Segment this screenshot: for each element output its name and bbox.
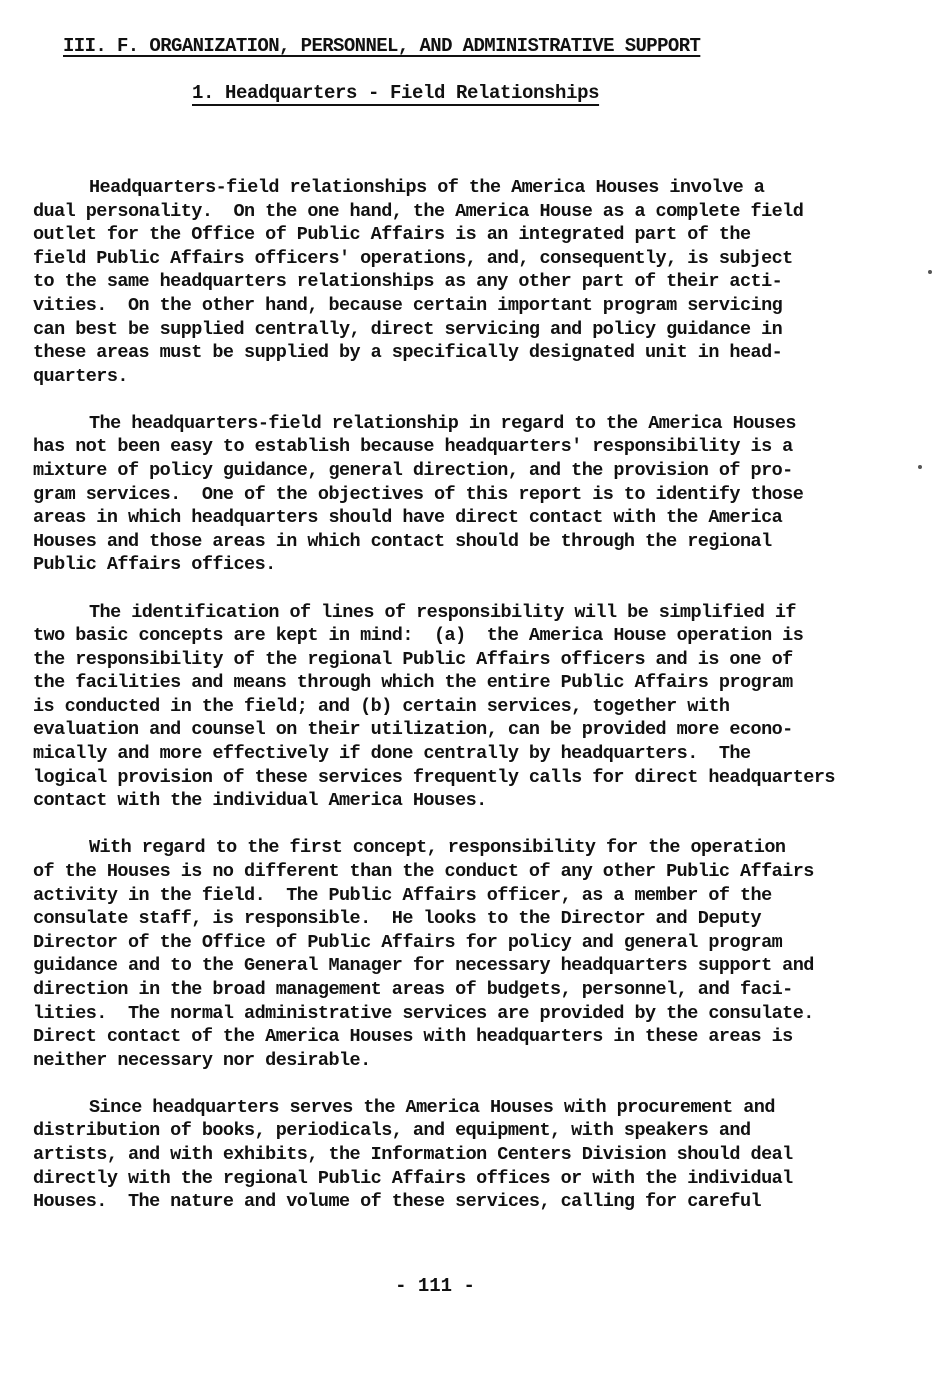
margin-speck [918, 465, 922, 469]
text-line: gram services. One of the objectives of this report is to identify those [33, 483, 804, 505]
text-line: artists, and with exhibits, the Information Centers Division should deal [33, 1143, 793, 1165]
text-line: consulate staff, is responsible. He looks to the Director and Deputy [33, 908, 762, 930]
text-line: direction in the broad management areas of budgets, personnel, and faci- [33, 978, 793, 1000]
text-line: Houses and those areas in which contact should be through the regional [33, 530, 772, 552]
section-title: III. F. ORGANIZATION, PERSONNEL, AND ADMINISTRATIVE SUPPORT [63, 35, 701, 57]
text-line: distribution of books, periodicals, and equipment, with speakers and [33, 1120, 751, 1142]
text-line: to the same headquarters relationships as any other part of their acti- [33, 271, 783, 293]
text-line: outlet for the Office of Public Affairs is an integrated part of the [33, 224, 751, 246]
text-line: mixture of policy guidance, general direction, and the provision of pro- [33, 460, 793, 482]
paragraph [33, 1096, 933, 1214]
text-line: activity in the field. The Public Affairs officer, as a member of the [33, 884, 772, 906]
text-line: Houses. The nature and volume of these services, calling for careful [33, 1191, 762, 1213]
text-line: The identification of lines of responsibility will be simplified if [89, 601, 796, 623]
text-line: quarters. [33, 365, 128, 387]
body-text [33, 176, 933, 1237]
margin-speck [928, 270, 932, 274]
text-line: Since headquarters serves the America Houses with procurement and [89, 1096, 775, 1118]
paragraph [33, 601, 933, 813]
subsection-title: 1. Headquarters - Field Relationships [192, 82, 600, 104]
text-line: guidance and to the General Manager for necessary headquarters support and [33, 955, 814, 977]
text-line: these areas must be supplied by a specifically designated unit in head- [33, 342, 783, 364]
text-line: Headquarters-field relationships of the America Houses involve a [89, 177, 765, 198]
paragraph [33, 176, 933, 388]
text-line: Director of the Office of Public Affairs for policy and general program [33, 931, 783, 953]
text-line: has not been easy to establish because headquarters' responsibility is a [33, 436, 793, 458]
paragraph [33, 412, 933, 577]
text-line: lities. The normal administrative services are provided by the consulate. [33, 1002, 814, 1024]
text-line: can best be supplied centrally, direct servicing and policy guidance in [33, 318, 783, 340]
text-line: neither necessary nor desirable. [33, 1049, 371, 1071]
text-line: directly with the regional Public Affairs offices or with the individual [33, 1167, 793, 1189]
text-line: of the Houses is no different than the conduct of any other Public Affairs [33, 860, 814, 882]
text-line: The headquarters-field relationship in regard to the America Houses [89, 412, 796, 434]
text-line: two basic concepts are kept in mind: (a) the America House operation is [33, 625, 804, 647]
text-line: areas in which headquarters should have direct contact with the America [33, 507, 783, 529]
text-line: field Public Affairs officers' operations, and, consequently, is subject [33, 247, 793, 269]
text-line: vities. On the other hand, because certain important program servicing [33, 294, 783, 316]
text-line: Public Affairs offices. [33, 554, 276, 576]
text-line: the responsibility of the regional Public Affairs officers and is one of [33, 648, 793, 670]
text-line: mically and more effectively if done centrally by headquarters. The [33, 743, 751, 765]
text-line: evaluation and counsel on their utilization, can be provided more econo- [33, 719, 793, 741]
text-line: dual personality. On the one hand, the America House as a complete field [33, 200, 804, 222]
paragraph [33, 836, 933, 1072]
text-line: contact with the individual America Houses. [33, 790, 487, 812]
text-line: is conducted in the field; and (b) certain services, together with [33, 695, 730, 717]
page-number: - 111 - [395, 1275, 475, 1297]
text-line: Direct contact of the America Houses with headquarters in these areas is [33, 1026, 793, 1048]
text-line: the facilities and means through which the entire Public Affairs program [33, 672, 793, 694]
text-line: logical provision of these services frequently calls for direct headquarters [33, 766, 835, 788]
text-line: With regard to the first concept, responsibility for the operation [89, 837, 786, 859]
